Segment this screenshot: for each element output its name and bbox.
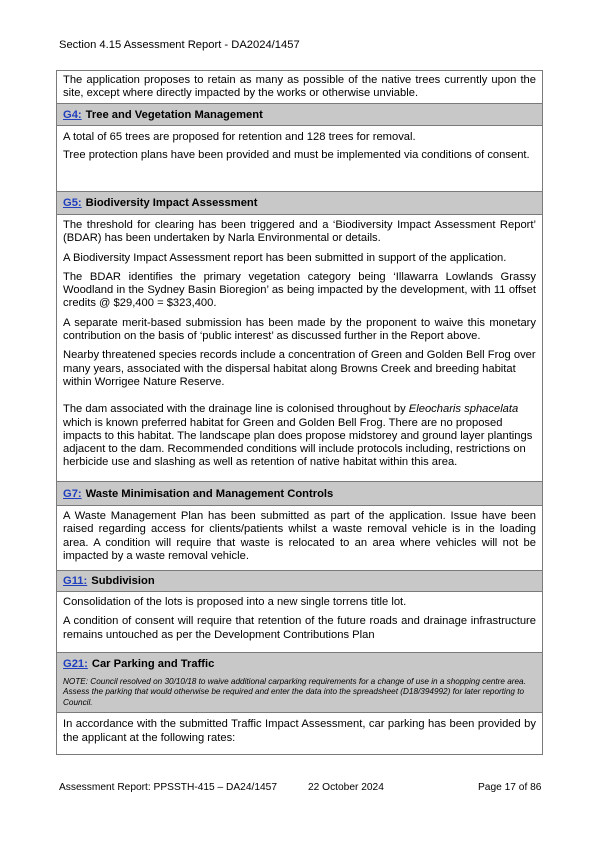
section-code-link[interactable]: G4: — [63, 108, 82, 121]
section-title: Subdivision — [91, 575, 155, 587]
paragraph: Nearby threatened species records include a concentration of Green and Golden Bell Frog over many years, associated with the dispersal habitat along Browns Creek and breeding habitat within Worrigee Nature Reserve. — [63, 349, 536, 388]
section-body-g4 — [57, 125, 542, 191]
dam-text-before: The dam associated with the drainage line is colonised throughout by — [63, 403, 409, 416]
section-code-link[interactable]: G21: — [63, 657, 88, 670]
section-code-link[interactable]: G5: — [63, 197, 82, 209]
section-title: Biodiversity Impact Assessment — [85, 197, 258, 209]
paragraph: The BDAR identifies the primary vegetation category being ‘Illawarra Lowlands Grassy Woodland in the Sydney Basin Bioregion’ as being impacted by the development, with 11 offset credits @ $29,400 = $323,400. — [63, 270, 536, 310]
page-header: Section 4.15 Assessment Report - DA2024/1457 — [59, 39, 300, 51]
intro-text: The application proposes to retain as many as possible of the native trees currently upon the site, except where directly impacted by the works or otherwise unviable. — [63, 74, 536, 100]
footer-date: 22 October 2024 — [308, 782, 384, 793]
paragraph: A Waste Management Plan has been submitted as part of the application. Issue have been raised regarding access for clients/patients whilst a waste removal vehicle is in the loading area. A condition will require that waste is relocated to an area where vehicles will not be impacted by a waste removal vehicle. — [63, 510, 536, 562]
intro-row — [57, 71, 542, 103]
paragraph: In accordance with the submitted Traffic Impact Assessment, car parking has been provided by the applicant at the following rates: — [63, 718, 536, 744]
council-note: NOTE: Council resolved on 30/10/18 to waive additional carparking requirements for a change of use in a shopping centre area. Assess the parking that would otherwise be required and enter the data into the spreadsheet (D18/394992) for later reporting to Council. — [57, 674, 542, 712]
section-code-link[interactable]: G11: — [63, 575, 88, 587]
dam-paragraph — [63, 403, 536, 469]
section-title: Car Parking and Traffic — [91, 657, 215, 670]
section-body-g5 — [57, 214, 542, 481]
section-title: Waste Minimisation and Management Controls — [85, 487, 334, 500]
paragraph: A total of 65 trees are proposed for retention and 128 trees for removal. — [63, 131, 416, 143]
section-header-g7 — [57, 481, 542, 505]
paragraph: Consolidation of the lots is proposed into a new single torrens title lot. — [63, 596, 407, 608]
paragraph: The threshold for clearing has been triggered and a ‘Biodiversity Impact Assessment Report’ (BDAR) has been undertaken by Narla Environmental or details. — [63, 219, 536, 245]
dam-text-after: which is known preferred habitat for Green and Golden Bell Frog. There are no proposed impacts to this habitat. The landscape plan does propose midstorey and ground layer plantings adjacent to the dam. Recommended conditions will include protocols including, restrictions on herbicide use and slashing as well as retention of native habitat within this area. — [63, 416, 533, 469]
paragraph: A separate merit-based submission has been made by the proponent to waive this monetary contribution on the basis of ‘public interest’ as discussed further in the Report above. — [63, 316, 536, 343]
section-title-bar — [57, 653, 542, 674]
section-header-g21 — [57, 652, 542, 712]
paragraph: A condition of consent will require that retention of the future roads and drainage infrastructure remains untouched as per the Development Contributions Plan — [63, 615, 536, 641]
footer-page-number: Page 17 of 86 — [478, 782, 542, 793]
section-body-g7 — [57, 505, 542, 570]
paragraph: A Biodiversity Impact Assessment report has been submitted in support of the application. — [63, 251, 507, 264]
section-title: Tree and Vegetation Management — [85, 108, 263, 121]
paragraph: Tree protection plans have been provided and must be implemented via conditions of consent. — [63, 149, 530, 162]
species-name: Eleocharis sphacelata — [408, 403, 519, 416]
footer-report-ref: Assessment Report: PPSSTH-415 – DA24/1457 — [59, 782, 278, 793]
section-body-g11 — [57, 591, 542, 652]
section-body-g21 — [57, 712, 542, 754]
section-header-g11 — [57, 570, 542, 591]
section-code-link[interactable]: G7: — [63, 487, 82, 500]
section-header-g4 — [57, 103, 542, 125]
assessment-table — [56, 70, 543, 755]
section-header-g5 — [57, 191, 542, 214]
